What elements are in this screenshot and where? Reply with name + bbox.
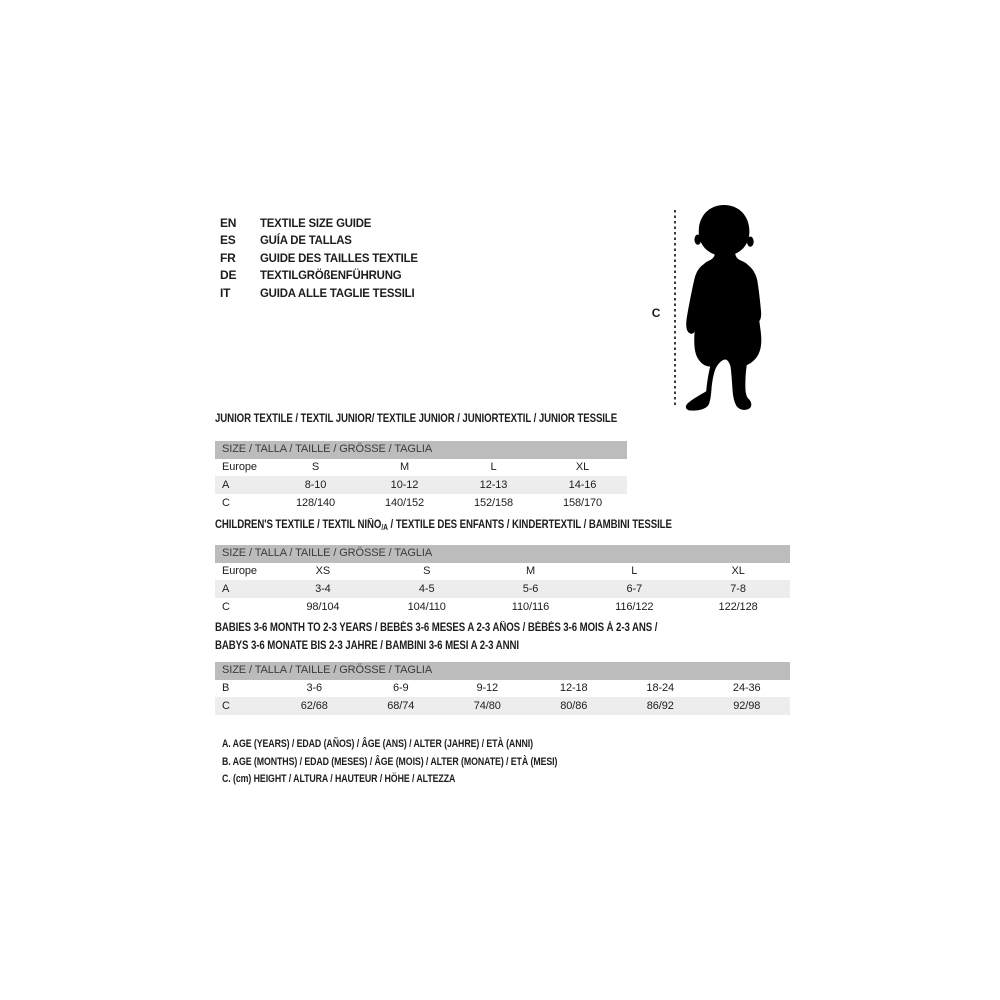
language-row <box>220 267 426 285</box>
language-code: EN <box>220 215 237 230</box>
height-cell: 110/116 <box>511 600 550 613</box>
legend-line-height: C. (cm) HEIGHT / ALTURA / HAUTEUR / HÖHE / ALTEZZA <box>222 773 456 785</box>
table-row-europe <box>215 563 790 581</box>
row-label: C <box>222 600 230 613</box>
language-code: ES <box>220 233 236 248</box>
size-cell: S <box>423 565 431 578</box>
height-cell: 80/86 <box>560 700 588 713</box>
row-label: Europe <box>222 565 257 578</box>
height-cell: 98/104 <box>306 600 340 613</box>
babies-textile-table <box>215 619 790 715</box>
children-textile-table <box>215 519 790 616</box>
table-row-months <box>215 680 790 698</box>
babies-title-line1: BABIES 3-6 MONTH TO 2-3 YEARS / BEBÉS 3-6 MESES A 2-3 AÑOS / BÉBÉS 3-6 MOIS À 2-3 ANS / <box>215 622 658 634</box>
age-cell: 7-8 <box>730 583 746 596</box>
size-header-bar: SIZE / TALLA / TAILLE / GRÖSSE / TAGLIA <box>215 662 790 680</box>
size-cell: XL <box>575 461 590 474</box>
size-header-bar: SIZE / TALLA / TAILLE / GRÖSSE / TAGLIA <box>215 545 790 563</box>
measure-legend <box>222 736 641 789</box>
height-dashed-line <box>674 210 676 408</box>
table-row-age <box>215 580 790 598</box>
language-row <box>220 284 426 302</box>
language-code: IT <box>220 285 231 300</box>
row-label: C <box>222 496 230 509</box>
size-cell: L <box>631 565 638 578</box>
children-title-pre: CHILDREN'S TEXTILE / TEXTIL NIÑO <box>215 519 382 531</box>
months-cell: 24-36 <box>732 682 761 695</box>
language-label: TEXTILE SIZE GUIDE <box>260 215 372 230</box>
age-cell: 14-16 <box>568 479 597 492</box>
row-label: A <box>222 583 230 596</box>
language-code: FR <box>220 250 236 265</box>
table-row-height <box>215 697 790 715</box>
babies-table-title <box>215 619 698 655</box>
age-cell: 6-7 <box>626 583 643 596</box>
height-measure-label: C <box>651 306 661 320</box>
height-cell: 158/170 <box>562 496 603 509</box>
row-label: C <box>222 700 230 713</box>
months-cell: 12-18 <box>559 682 588 695</box>
age-cell: 10-12 <box>390 479 419 492</box>
language-row <box>220 249 426 267</box>
height-cell: 116/122 <box>615 600 654 613</box>
legend-line-age-months: B. AGE (MONTHS) / EDAD (MESES) / ÂGE (MOIS) / ALTER (MONATE) / ETÀ (MESI) <box>222 755 558 768</box>
height-cell: 74/80 <box>473 700 501 713</box>
table-row-height <box>215 598 790 616</box>
language-row <box>220 232 426 250</box>
toddler-silhouette-icon <box>681 202 781 415</box>
children-title-sub: /A <box>381 523 388 532</box>
size-cell: M <box>399 461 410 474</box>
months-cell: 9-12 <box>476 682 499 695</box>
row-label: A <box>222 479 230 492</box>
height-cell: 128/140 <box>295 496 336 509</box>
height-cell: 68/74 <box>387 700 415 713</box>
months-cell: 18-24 <box>646 682 675 695</box>
row-label: B <box>222 682 230 695</box>
height-cell: 152/158 <box>473 496 514 509</box>
children-title-post: / TEXTILE DES ENFANTS / KINDERTEXTIL / BAMBINI TESSILE <box>387 519 672 531</box>
language-label: TEXTILGRÖßENFÜHRUNG <box>260 268 402 283</box>
language-code: DE <box>220 268 237 283</box>
size-cell: S <box>311 461 320 474</box>
age-cell: 3-4 <box>315 583 331 596</box>
age-cell: 4-5 <box>418 583 435 596</box>
size-cell: M <box>525 565 536 578</box>
table-row-height <box>215 494 627 512</box>
size-cell: L <box>490 461 497 474</box>
height-cell: 86/92 <box>646 700 674 713</box>
table-row-age <box>215 476 627 494</box>
row-label: Europe <box>222 461 257 474</box>
age-cell: 5-6 <box>522 583 539 596</box>
babies-title-line2: BABYS 3-6 MONATE BIS 2-3 JAHRE / BAMBINI 3-6 MESI A 2-3 ANNI <box>215 640 519 652</box>
height-cell: 122/128 <box>718 600 758 613</box>
months-cell: 3-6 <box>306 682 323 695</box>
legend-line-age-years: A. AGE (YEARS) / EDAD (AÑOS) / ÂGE (ANS) / ALTER (JAHRE) / ETÀ (ANNI) <box>222 738 533 750</box>
junior-textile-table <box>215 413 627 512</box>
months-cell: 6-9 <box>392 682 409 695</box>
language-label: GUIDE DES TAILLES TEXTILE <box>260 250 418 265</box>
size-header-bar: SIZE / TALLA / TAILLE / GRÖSSE / TAGLIA <box>215 441 627 459</box>
age-cell: 8-10 <box>304 479 327 492</box>
height-cell: 62/68 <box>300 700 328 713</box>
junior-table-title: JUNIOR TEXTILE / TEXTIL JUNIOR/ TEXTILE JUNIOR / JUNIORTEXTIL / JUNIOR TESSILE <box>215 413 618 425</box>
language-row <box>220 214 426 232</box>
height-cell: 104/110 <box>407 600 446 613</box>
height-cell: 92/98 <box>733 700 761 713</box>
language-label: GUIDA ALLE TAGLIE TESSILI <box>260 285 415 300</box>
language-label: GUÍA DE TALLAS <box>260 233 352 248</box>
children-table-title <box>215 519 698 534</box>
size-cell: XL <box>731 565 745 578</box>
age-cell: 12-13 <box>479 479 508 492</box>
language-title-list <box>220 214 426 302</box>
size-cell: XS <box>315 565 331 578</box>
height-cell: 140/152 <box>384 496 425 509</box>
table-row-europe <box>215 459 627 477</box>
